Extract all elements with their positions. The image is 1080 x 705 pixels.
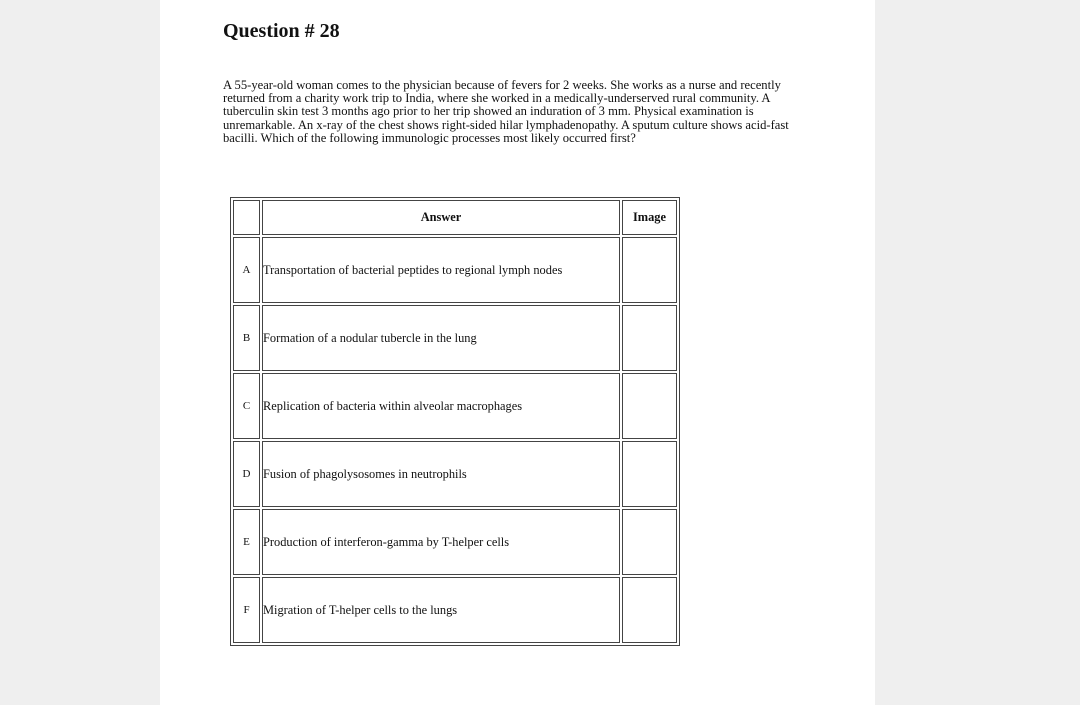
option-letter: A <box>233 237 260 303</box>
option-image-cell <box>622 373 677 439</box>
option-image-cell <box>622 577 677 643</box>
option-image-cell <box>622 305 677 371</box>
answer-table <box>230 197 680 646</box>
option-letter: B <box>233 305 260 371</box>
answer-row-e[interactable] <box>233 509 677 575</box>
option-text[interactable]: Formation of a nodular tubercle in the lung <box>262 305 620 371</box>
answer-row-d[interactable] <box>233 441 677 507</box>
document-page <box>160 0 875 705</box>
question-title: Question # 28 <box>223 20 340 42</box>
option-image-cell <box>622 509 677 575</box>
question-stem: A 55-year-old woman comes to the physician because of fevers for 2 weeks. She works as a nurse and recently returned from a charity work trip to India, where she worked in a medically-underserved rural community. A tuberculin skin test 3 months ago prior to her trip showed an induration of 3 mm. Physical examination is unremarkable. An x-ray of the chest shows right-sided hilar lymphadenopathy. A sputum culture shows acid-fast bacilli. Which of the following immunologic processes most likely occurred first? <box>223 78 789 145</box>
header-letter <box>233 200 260 235</box>
option-text[interactable]: Transportation of bacterial peptides to regional lymph nodes <box>262 237 620 303</box>
option-image-cell <box>622 441 677 507</box>
answer-row-a[interactable] <box>233 237 677 303</box>
answer-row-c[interactable] <box>233 373 677 439</box>
option-letter: E <box>233 509 260 575</box>
header-answer: Answer <box>262 200 620 235</box>
option-letter: D <box>233 441 260 507</box>
option-letter: F <box>233 577 260 643</box>
option-text[interactable]: Replication of bacteria within alveolar macrophages <box>262 373 620 439</box>
option-text[interactable]: Migration of T-helper cells to the lungs <box>262 577 620 643</box>
answer-row-f[interactable] <box>233 577 677 643</box>
header-image: Image <box>622 200 677 235</box>
answer-row-b[interactable] <box>233 305 677 371</box>
answer-table-header <box>233 200 677 235</box>
option-letter: C <box>233 373 260 439</box>
option-text[interactable]: Production of interferon-gamma by T-helper cells <box>262 509 620 575</box>
option-text[interactable]: Fusion of phagolysosomes in neutrophils <box>262 441 620 507</box>
option-image-cell <box>622 237 677 303</box>
